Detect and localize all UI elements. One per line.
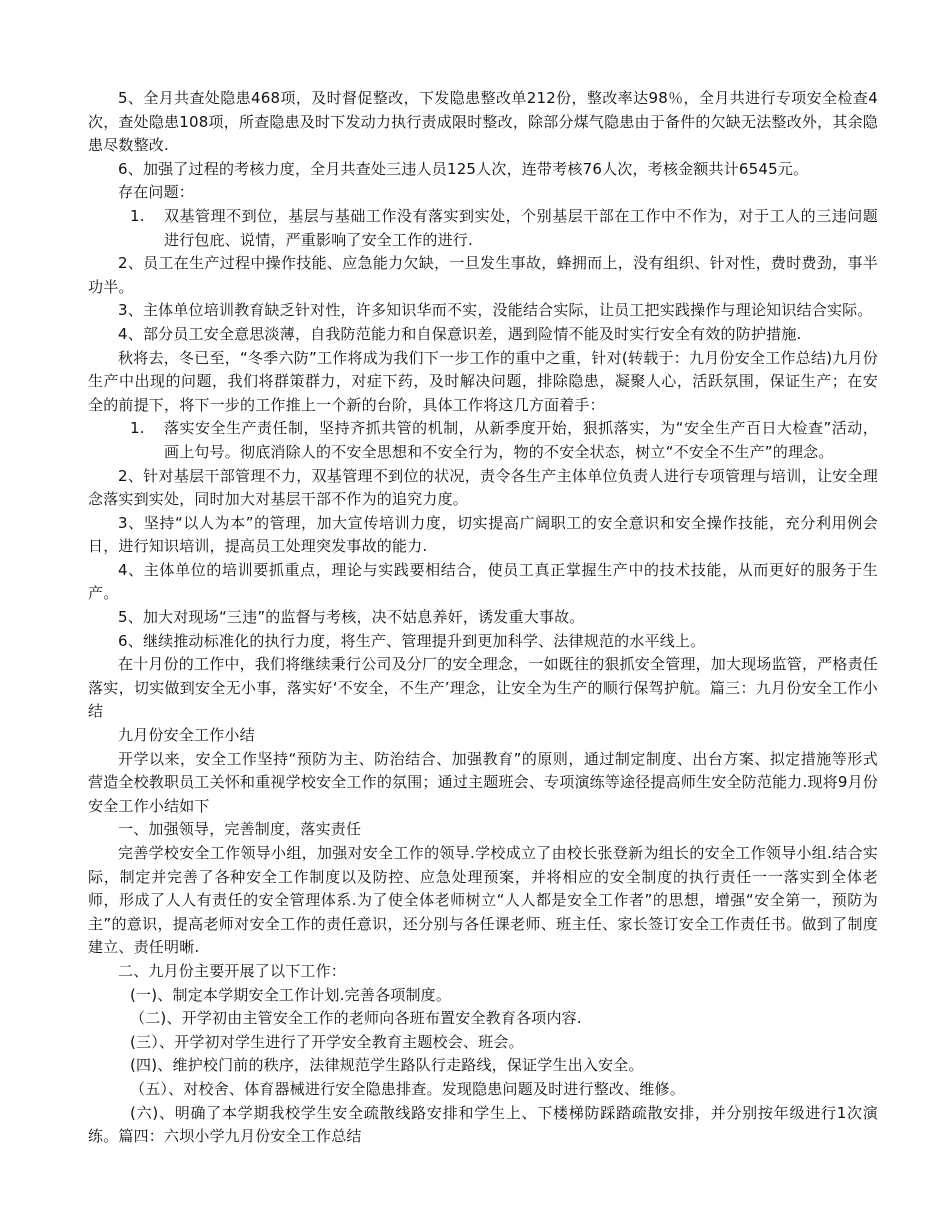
problem-item-2: 2、员工在生产过程中操作技能、应急能力欠缺，一旦发生事故，蜂拥而上，没有组织、针对性，费时费劲，事半功半。	[88, 254, 878, 296]
document-body	[88, 87, 878, 1149]
section-title: 九月份安全工作小结	[118, 726, 255, 745]
work-item-6: 6、继续推动标准化的执行力度，将生产、管理提升到更加科学、法律规范的水平线上。	[118, 631, 706, 650]
paragraph-assessment: 6、加强了过程的考核力度，全月共查处三违人员125人次，连带考核76人次，考核金额共计6545元。	[118, 159, 809, 178]
section-heading-1: 一、加强领导，完善制度，落实责任	[118, 820, 362, 839]
problem-item-1	[88, 205, 878, 252]
section-heading-2: 二、九月份主要开展了以下工作：	[118, 961, 347, 980]
list-number: 1.	[130, 206, 145, 225]
paragraph-next-steps: 秋将去，冬已至，“冬季六防”工作将成为我们下一步工作的重中之重，针对(转载于：九月份安全工作总结)九月份生产中出现的问题，我们将群策群力，对症下药，及时解决问题，排除隐患，凝聚人心，活跃氛围，保证生产；在安全的前提下，将下一步的工作推上一个新的台阶，具体工作将这几方面着手：	[88, 348, 878, 414]
task-item-6: (六)、明确了本学期我校学生安全疏散线路安排和学生上、下楼梯防踩踏疏散安排，并分别按年级进行1次演练。篇四：六坝小学九月份安全工作总结	[88, 1103, 878, 1146]
work-item-2: 2、针对基层干部管理不力，双基管理不到位的状况，责令各生产主体单位负责人进行专项管理与培训，让安全理念落实到实处，同时加大对基层干部不作为的追究力度。	[88, 466, 878, 509]
task-item-2: （二)、开学初由主管安全工作的老师向各班布置安全教育各项内容.	[130, 1009, 582, 1028]
work-item-4: 4、主体单位的培训要抓重点，理论与实践要相结合，使员工真正掌握生产中的技术技能，从而更好的服务于生产。	[88, 560, 878, 603]
work-item-5: 5、加大对现场“三违”的监督与考核，决不姑息养奸，诱发重大事故。	[118, 608, 585, 627]
work-item-3: 3、坚持“以人为本”的管理，加大宣传培训力度，切实提高广阔职工的安全意识和安全操作技能，充分利用例会日，进行知识培训，提高员工处理突发事故的能力.	[88, 513, 878, 556]
list-text: 落实安全生产责任制，坚持齐抓共管的机制，从新季度开始，狠抓落实，为“安全生产百日大检查”活动，画上句号。彻底消除人的不安全思想和不安全行为，物的不安全状态，树立“不安全不生产”的理念。	[164, 419, 878, 461]
list-text: 双基管理不到位，基层与基础工作没有落实到实处，个别基层干部在工作中不作为，对于工人的三违问题进行包庇、说情，严重影响了安全工作的进行.	[164, 206, 878, 249]
problem-item-4: 4、部分员工安全意思淡薄，自我防范能力和自保意识差，遇到险情不能及时实行安全有效的防护措施.	[118, 324, 802, 343]
work-item-1	[88, 417, 878, 464]
paragraph-intro: 开学以来，安全工作坚持“预防为主、防治结合、加强教育”的原则，通过制定制度、出台方案、拟定措施等形式营造全校教职员工关怀和重视学校安全工作的氛围；通过主题班会、专项演练等途径提高师生安全防范能力.现将9月份安全工作小结如下	[88, 749, 878, 815]
task-item-4: (四)、维护校门前的秩序，法律规范学生路队行走路线，保证学生出入安全。	[130, 1056, 644, 1075]
paragraph-leadership: 完善学校安全工作领导小组，加强对安全工作的领导.学校成立了由校长张登新为组长的安全工作领导小组.结合实际，制定并完善了各种安全工作制度以及防控、应急处理预案，并将相应的安全制度的执行责任一一落实到全体老师，形成了人人有责任的安全管理体系.为了使全体老师树立“人人都是安全工作者”的思想，增强“安全第一，预防为主”的意识，提高老师对安全工作的责任意识，还分别与各任课老师、班主任、家长签订安全工作责任书。做到了制度建立、责任明晰.	[88, 844, 878, 957]
task-item-3: (三）、开学初对学生进行了开学安全教育主题校会、班会。	[130, 1032, 524, 1051]
list-number: 1.	[130, 419, 145, 438]
task-item-5: （五）、对校舍、体育器械进行安全隐患排查。发现隐患问题及时进行整改、维修。	[130, 1079, 685, 1098]
problem-item-3: 3、主体单位培训教育缺乏针对性，许多知识华而不实，没能结合实际，让员工把实践操作与理论知识结合实际。	[118, 301, 873, 320]
task-item-1: (一)、制定本学期安全工作计划.完善各项制度。	[130, 985, 452, 1004]
heading-problems: 存在问题：	[118, 183, 195, 202]
paragraph-hazard-summary: 5、全月共查处隐患468项，及时督促整改，下发隐患整改单212份，整改率达98％，全月共进行专项安全检查4次，查处隐患108项，所查隐患及时下发动力执行责成限时整改，除部分煤气隐患由于备件的欠缺无法整改外，其余隐患尽数整改.	[88, 89, 878, 155]
paragraph-october-plan: 在十月份的工作中，我们将继续秉行公司及分厂的安全理念，一如既往的狠抓安全管理，加大现场监管，严格责任落实，切实做到安全无小事，落实好‘不安全，不生产’理念，让安全为生产的顺行保驾护航。篇三：九月份安全工作小结	[88, 655, 879, 721]
